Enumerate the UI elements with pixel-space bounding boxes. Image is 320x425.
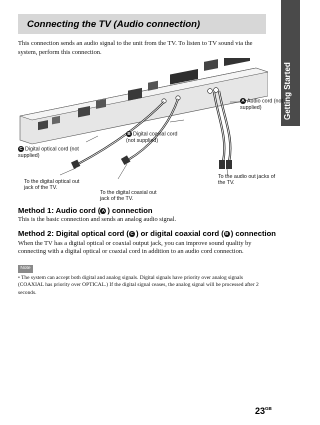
callout-text: Digital coaxial cord (not supplied): [126, 131, 178, 144]
connection-diagram: [18, 58, 283, 192]
heading-text: Method 2: Digital optical cord (: [18, 229, 129, 238]
callout-audio-cord: [240, 98, 288, 111]
callout-coaxial-cord: [126, 131, 188, 144]
heading-text: ) or digital coaxial cord (: [135, 229, 224, 238]
section-title: Connecting the TV (Audio connection): [27, 18, 201, 30]
label-optical-out: To the digital optical out jack of the TV.: [24, 179, 80, 192]
note-label: Note: [18, 265, 33, 273]
heading-text: ) connection: [107, 206, 153, 215]
label-audio-out: To the audio out jacks of the TV.: [218, 174, 276, 187]
method2-body: When the TV has a digital optical or coaxial output jack, you can improve sound quality by connecting with a digital optical or coaxial cord in addition to an audio cord connection.: [18, 240, 252, 256]
callout-number: B: [127, 131, 131, 136]
page-number-suffix: GB: [265, 406, 272, 411]
heading-number: B: [225, 231, 229, 236]
side-tab-label: Getting Started: [283, 62, 292, 120]
method1-heading: [18, 206, 153, 215]
method1-body: This is the basic connection and sends an analog audio signal.: [18, 216, 177, 223]
intro-paragraph: This connection sends an audio signal to the unit from the TV. To listen to TV sound via the system, perform this connection.: [18, 40, 253, 56]
method2-heading: [18, 229, 276, 238]
label-coaxial-out: To the digital coaxial out jack of the TV.: [100, 190, 157, 203]
callout-text: Digital optical cord (not supplied): [18, 146, 79, 159]
heading-text: Method 1: Audio cord (: [18, 206, 101, 215]
callout-number: A: [241, 98, 245, 103]
rear-panel-illustration: [18, 58, 268, 188]
note-text: • The system can accept both digital and analog signals. Digital signals have priority over analog signals (COAXIAL has priority over OPTICAL.) If the digital signal ceases, the analog signal will be processed after 2 seconds.: [18, 275, 259, 296]
callout-text: Audio cord (not supplied): [240, 98, 283, 111]
callout-optical-cord: [18, 146, 82, 159]
page-number-value: 23: [255, 406, 266, 416]
section-header: [18, 14, 266, 34]
callout-number: C: [19, 146, 23, 151]
heading-text: ) connection: [230, 229, 276, 238]
heading-number: A: [101, 208, 106, 213]
page-number: [255, 406, 272, 416]
heading-number: C: [130, 231, 134, 236]
